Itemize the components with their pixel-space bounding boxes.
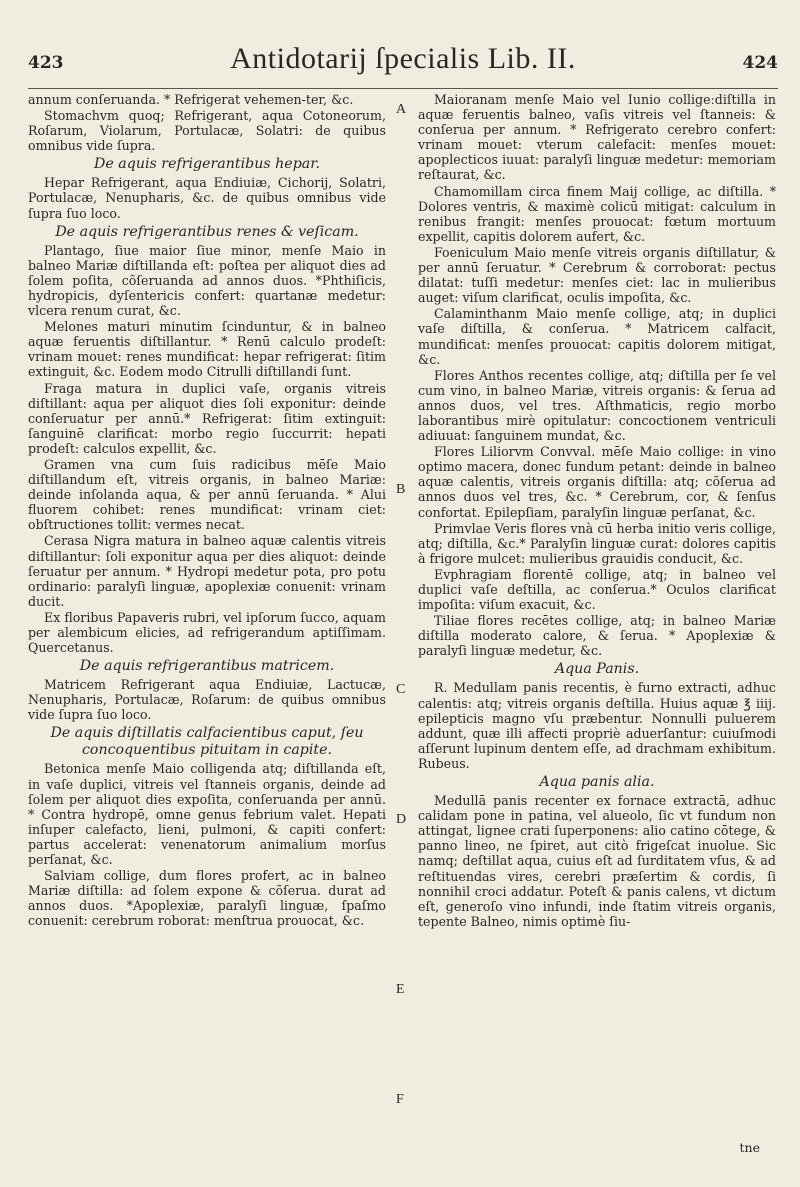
page-number-right: 424 xyxy=(742,53,778,73)
page-number-left: 423 xyxy=(28,53,64,73)
paragraph: Calaminthanm Maio menſe collige, atq; in duplici vaſe diſtilla, & conſerua. * Matricem calfacit, mundificat: menſes prouocat: capitis dolorem mitigat, &c. xyxy=(418,306,776,367)
section-letter: C xyxy=(396,682,406,697)
left-column xyxy=(28,92,386,930)
paragraph: Melones maturi minutim ſcinduntur, & in balneo aquæ feruentis diſtillantur. * Renū calculo prodeſt: vrinam mouet: renes mundificat: hepar refrigerat: ſitim extinguit, &c. Eodem modo Citrulli diſtillandi ſunt. xyxy=(28,319,386,380)
section-heading: De aquis refrigerantibus renes & veſicam. xyxy=(55,223,359,240)
running-head xyxy=(28,42,778,89)
paragraph: Maioranam menſe Maio vel Iunio colligeːdiſtilla in aquæ feruentis balneo, vaſis vitreis vel ſtanneis: & conſerua per annum. * Refrigerato cerebro confert: vrinam mouet: vterum calefacit: menſes mouet: apoplecticos iuuat: paralyſi linguæ medetur: memoriam reſtaurat, &c. xyxy=(418,92,776,183)
paragraph: Betonica menſe Maio colligenda atq; diſtillanda eſt, in vaſe duplici, vitreis vel ſtanneis organis, deinde ad ſolem per aliquot dies expoſita, conſeruanda per annū. * Contra hydropē, omne genus febrium valet. Hepati inſuper calefacto, lieni, pulmoni, & capiti confert: partus accelerat: venenatorum animalium morſus perſanat, &c. xyxy=(28,761,386,868)
paragraph: Chamomillam circa finem Maij collige, ac diſtilla. * Dolores ventris, & maximè colicū mitigat: calculum in renibus frangit: menſes prouocat: fœtum mortuum expellit, capitis dolorem aufert, &c. xyxy=(418,183,776,244)
paragraph: Hepar Refrigerant, aqua Endiuiæ, Cichorij, Solatri, Portulacæ, Nenupharis, &c. de quibus omnibus vide ſupra ſuo loco. xyxy=(28,175,386,221)
section-heading: De aquis refrigerantibus matricem. xyxy=(79,658,335,675)
paragraph: annum conſeruanda. * Refrigerat vehemen-ter, &c. xyxy=(28,92,354,107)
right-column xyxy=(418,92,776,930)
catchword: tne xyxy=(739,1140,760,1155)
running-title: Antidotarij ſpecialis Lib. II. xyxy=(230,42,576,75)
paragraph: Salviam collige, dum flores profert, ac in balneo Mariæ diſtilla: ad ſolem expone & cõſerua. durat ad annos duos. *Apoplexiæ, paralyſi linguæ, ſpaſmo conuenit: cerebrum roborat: menſtrua prouocat, &c. xyxy=(28,868,386,929)
section-letters xyxy=(394,92,414,1152)
paragraph: Plantago, ſiue maior ſiue minor, menſe Maio in balneo Mariæ diſtillanda eſt: poſtea per aliquot dies ad ſolem poſita, cõſeruanda ad annos duos. *Phthiſicis, hydropicis, dyſentericis confert: quartanæ medetur: vlcera renum curat, &c. xyxy=(28,242,386,319)
paragraph: Evphragiam florentē collige, atq; in balneo vel duplici vaſe deſtilla, ac conſerua.* Oculos clarificat impoſita: viſum exacuit, &c. xyxy=(418,566,776,613)
paragraph: Tiliae flores recētes collige, atq; in balneo Mariæ diſtilla moderato calore, & ſerua. * Apoplexiæ & paralyſi linguæ medetur, &c. xyxy=(418,613,776,659)
paragraph: Foeniculum Maio menſe vitreis organis diſtillatur, & per annū ſeruatur. * Cerebrum & corroborat: pectus dilatat: tuſſi medetur: menſes ciet: lac in mulieribus auget: viſum clarificat, oculis impoſita, &c. xyxy=(418,244,776,306)
section-heading: De aquis refrigerantibus hepar. xyxy=(94,156,320,173)
paragraph: Ex floribus Papaveris rubri, vel ipſorum ſucco, aquam per alembicum elicies, ad refrigerandum aptiſſimam. Quercetanus. xyxy=(28,609,386,656)
section-letter: F xyxy=(396,1092,404,1107)
section-heading: Aqua panis alia. xyxy=(539,774,655,791)
paragraph: Primvlae Veris flores vnà cū herba initio veris collige, atq; diſtilla, &c.* Paralyſin linguæ curat: dolores capitis à frigore mulcet: mulieribus grauidis conducit, &c. xyxy=(418,520,776,566)
paragraph: Gramen vna cum ſuis radicibus mēſe Maio diſtillandum eſt, vitreis organis, in balneo Mariæ: deinde inſolanda aqua, & per annū ſeruanda. * Alui fluorem cohibet: renes mundificat: vrinam ciet: obſtructiones tollit: vermes necat. xyxy=(28,456,386,533)
paragraph: Flores Liliorvm Convval. mēſe Maio collige: in vino optimo macera, donec fundum petant: deinde in balneo aquæ calentis, vitreis organis diſtilla: atq; cõſerua ad annos duos vel tres, &c. * Cerebrum, cor, & ſenſus confortat. Epilepſiam, paralyſin linguæ perſanat, &c. xyxy=(418,444,776,520)
section-heading: De aquis diſtillatis calfacientibus caput, ſeu concoquentibus pituitam in capite. xyxy=(50,725,364,759)
section-heading: Aqua Panis. xyxy=(554,661,640,678)
paragraph: R. Medullam panis recentis, è furno extracti, adhuc calentis: atq; vitreis organis deſtilla. Huius aquæ ℥ iiij. epilepticis magno vſu præbentur. Nonnulli puluerem addunt, quæ illi affecti propriè aduerſantur: cuiuſmodi aſſerunt lupinum dentem eſſe, ad drachmam exhibitum. Rubeus. xyxy=(418,680,776,771)
section-letter: E xyxy=(396,982,405,997)
section-letter: D xyxy=(396,812,407,827)
section-letter: A xyxy=(396,102,407,117)
paragraph: Medullā panis recenter ex fornace extractā, adhuc calidam pone in patina, vel alueolo, ſic vt fundum non attingat, lignee crati ſuperponens: alio catino cōtege, & panno lineo, ne ſpiret, aut citò frigeſcat inuolue. Sic namq; deſtillat aqua, cuius eſt ad ſurditatem vſus, & ad reſtituendas vires, cerebri præſertim & cordis, ſi nonnihil croci addatur. Poteſt & panis calens, vt dictum eſt, generoſo vino infundi, inde ſtatim vitreis organis, tepente Balneo, nimis optimè ſiu- xyxy=(418,793,776,929)
paragraph: Stomachvm quoq; Refrigerant, aqua Cotoneorum, Roſarum, Violarum, Portulacæ, Solatri: de quibus omnibus vide ſupra. xyxy=(28,108,386,154)
paragraph: Cerasa Nigra matura in balneo aquæ calentis vitreis diſtillantur: ſoli exponitur aqua per dies aliquot: deinde ſeruatur per annum. * Hydropi medetur pota, pro potu ordinario: paralyſi linguæ, apoplexiæ conuenit: vrinam ducit. xyxy=(28,533,386,609)
paragraph: Matricem Refrigerant aqua Endiuiæ, Lactucæ, Nenupharis, Portulacæ, Roſarum: de quibus omnibus vide ſupra ſuo loco. xyxy=(28,677,386,723)
section-letter: B xyxy=(396,482,406,497)
paragraph: Fraga matura in duplici vaſe, organis vitreis diſtillant: aqua per aliquot dies ſoli exponitur: deinde conſeruatur per annū.* Refrigerat: ſitim extinguit: ſanguinē clarificat: morbo regio ſuccurrit: hepati prodeſt: calculos expellit, &c. xyxy=(28,380,386,456)
paragraph: Flores Anthos recentes collige, atq; diſtilla per ſe vel cum vino, in balneo Mariæ, vitreis organis: & ſerua ad annos duos, vel tres. Aſthmaticis, regio morbo laborantibus mirè opitulatur: concoctionem ventriculi adiuuat: ſanguinem mundat, &c. xyxy=(418,367,776,444)
